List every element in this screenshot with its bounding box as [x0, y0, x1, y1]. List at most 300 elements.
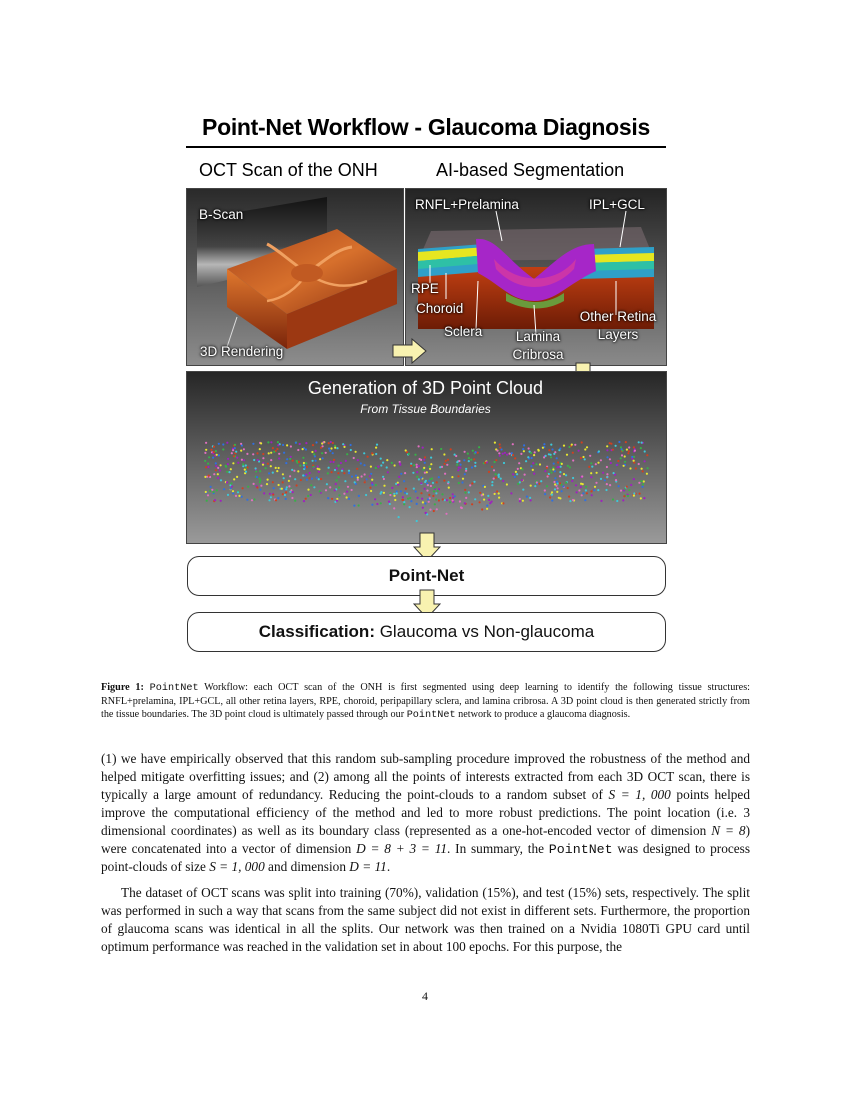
cloud-point [515, 471, 517, 473]
cloud-point [286, 486, 288, 488]
cloud-point [436, 508, 438, 510]
cloud-point [282, 444, 284, 446]
cloud-point [273, 487, 275, 489]
cloud-point [484, 462, 486, 464]
cloud-point [212, 491, 214, 493]
cloud-point [506, 483, 508, 485]
cloud-point [613, 472, 615, 474]
cloud-point [571, 480, 573, 482]
cloud-point [416, 466, 418, 468]
cloud-point [569, 466, 571, 468]
cloud-point [428, 501, 430, 503]
cloud-point [375, 447, 377, 449]
cloud-point [524, 474, 526, 476]
cloud-point [297, 470, 299, 472]
cloud-point [420, 477, 422, 479]
cloud-point [289, 475, 291, 477]
cloud-point [235, 451, 237, 453]
cloud-point [204, 452, 206, 454]
cloud-point [610, 443, 612, 445]
cloud-point [606, 473, 608, 475]
cloud-point [235, 495, 237, 497]
cloud-point [465, 468, 467, 470]
cloud-point [535, 463, 537, 465]
cloud-point [479, 492, 481, 494]
cloud-point [457, 469, 459, 471]
cloud-point [294, 500, 296, 502]
cloud-point [205, 449, 207, 451]
cloud-point [267, 479, 269, 481]
cloud-point [643, 480, 645, 482]
cloud-point [215, 462, 217, 464]
label-lamina-cribrosa: Lamina Cribrosa [512, 329, 564, 362]
cloud-point [410, 500, 412, 502]
cloud-point [429, 509, 431, 511]
point-cloud-subtitle: From Tissue Boundaries [360, 402, 491, 416]
cloud-point [393, 495, 395, 497]
cloud-point [398, 516, 400, 518]
cloud-point [306, 466, 308, 468]
cloud-point [436, 481, 438, 483]
cloud-point [290, 489, 292, 491]
cloud-point [474, 498, 476, 500]
cloud-point [426, 513, 428, 515]
cloud-point [551, 448, 553, 450]
cloud-point [456, 464, 458, 466]
cloud-point [556, 491, 558, 493]
cloud-point [405, 488, 407, 490]
cloud-point [520, 453, 522, 455]
cloud-point [259, 477, 261, 479]
body-paragraph-2: The dataset of OCT scans was split into training (70%), validation (15%), and test (15%) sets, respectively. The split was performed in such a way that scans from the same subject did not exist in different sets. Furthermore, the proportion of glaucoma scans was identical in all the splits. Our network was then trained on a Nvidia 1080Ti GPU card until optimum performance was reached in the validation set in about 100 epochs. For this purpose, the [101, 885, 750, 954]
cloud-point [502, 453, 504, 455]
cloud-point [283, 452, 285, 454]
cloud-point [550, 456, 552, 458]
cloud-point [529, 497, 531, 499]
cloud-point [290, 456, 292, 458]
cloud-point [616, 500, 618, 502]
cloud-point [329, 486, 331, 488]
cloud-point [430, 457, 432, 459]
cloud-point [635, 467, 637, 469]
cloud-point [303, 462, 305, 464]
cloud-point [226, 442, 228, 444]
cloud-point [211, 489, 213, 491]
cloud-point [596, 472, 598, 474]
cloud-point [228, 471, 230, 473]
cloud-point [623, 465, 625, 467]
cloud-point [493, 469, 495, 471]
cloud-point [580, 483, 582, 485]
cloud-point [334, 469, 336, 471]
cloud-point [445, 513, 447, 515]
cloud-point [237, 491, 239, 493]
cloud-point [319, 458, 321, 460]
cloud-point [380, 464, 382, 466]
cloud-point [572, 499, 574, 501]
cloud-point [222, 443, 224, 445]
cloud-point [336, 479, 338, 481]
cloud-point [445, 460, 447, 462]
cloud-point [286, 458, 288, 460]
cloud-point [481, 508, 483, 510]
cloud-point [218, 443, 220, 445]
cloud-point [514, 457, 516, 459]
cloud-point [544, 489, 546, 491]
cloud-point [376, 444, 378, 446]
cloud-point [448, 487, 450, 489]
cloud-point [618, 441, 620, 443]
cloud-point [581, 494, 583, 496]
cloud-point [382, 476, 384, 478]
cloud-point [375, 467, 377, 469]
cloud-point [510, 492, 512, 494]
cloud-point [351, 476, 353, 478]
cloud-point [337, 472, 339, 474]
cloud-point [305, 442, 307, 444]
cloud-point [323, 441, 325, 443]
cloud-point [531, 457, 533, 459]
cloud-point [238, 495, 240, 497]
cloud-point [277, 497, 279, 499]
cloud-point [475, 451, 477, 453]
cloud-point [487, 495, 489, 497]
cloud-point [504, 452, 506, 454]
cloud-point [353, 505, 355, 507]
cloud-point [423, 459, 425, 461]
cloud-point [240, 443, 242, 445]
cloud-point [557, 461, 559, 463]
cloud-point [519, 500, 521, 502]
cloud-point [452, 499, 454, 501]
cloud-point [600, 478, 602, 480]
cloud-point [626, 486, 628, 488]
cloud-point [571, 444, 573, 446]
cloud-point [438, 476, 440, 478]
cloud-point [647, 467, 649, 469]
cloud-point [296, 484, 298, 486]
cloud-point [311, 451, 313, 453]
cloud-point [441, 466, 443, 468]
cloud-point [495, 459, 497, 461]
cloud-point [406, 493, 408, 495]
cloud-point [296, 460, 298, 462]
cloud-point [519, 481, 521, 483]
cloud-point [415, 490, 417, 492]
cloud-point [305, 462, 307, 464]
cloud-point [273, 451, 275, 453]
cloud-point [526, 496, 528, 498]
cloud-point [282, 493, 284, 495]
cloud-point [546, 467, 548, 469]
cloud-point [598, 450, 600, 452]
cloud-point [262, 464, 264, 466]
page-number: 4 [422, 989, 428, 1003]
cloud-point [633, 495, 635, 497]
cloud-point [291, 497, 293, 499]
cloud-point [488, 499, 490, 501]
cloud-point [267, 463, 269, 465]
cloud-point [234, 447, 236, 449]
cloud-point [207, 463, 209, 465]
cloud-point [547, 475, 549, 477]
cloud-point [276, 470, 278, 472]
cloud-point [628, 450, 630, 452]
cloud-point [491, 466, 493, 468]
cloud-point [413, 488, 415, 490]
cloud-point [554, 470, 556, 472]
cloud-point [338, 465, 340, 467]
cloud-point [581, 441, 583, 443]
cloud-point [245, 464, 247, 466]
cloud-point [374, 498, 376, 500]
cloud-point [277, 441, 279, 443]
cloud-point [464, 451, 466, 453]
cloud-point [438, 488, 440, 490]
cloud-point [447, 459, 449, 461]
cloud-point [278, 467, 280, 469]
cloud-point [616, 464, 618, 466]
cloud-point [591, 466, 593, 468]
classification-label: Classification: [258, 622, 375, 641]
p1-math: D = 8 + 3 = 11 [356, 840, 448, 856]
cloud-point [516, 473, 518, 475]
cloud-point [435, 498, 437, 500]
figure-title: Point-Net Workflow - Glaucoma Diagnosis [202, 114, 650, 140]
cloud-point [420, 482, 422, 484]
cloud-point [243, 459, 245, 461]
cloud-point [450, 448, 452, 450]
cloud-point [391, 462, 393, 464]
cloud-point [606, 476, 608, 478]
cloud-point [432, 495, 434, 497]
cloud-point [396, 492, 398, 494]
cloud-point [568, 496, 570, 498]
cloud-point [643, 497, 645, 499]
cloud-point [311, 478, 313, 480]
cloud-point [435, 492, 437, 494]
cloud-point [253, 459, 255, 461]
cloud-point [334, 447, 336, 449]
cloud-point [624, 461, 626, 463]
cloud-point [644, 450, 646, 452]
cloud-point [256, 476, 258, 478]
cloud-point [424, 456, 426, 458]
cloud-point [213, 451, 215, 453]
cloud-point [458, 482, 460, 484]
cloud-point [315, 460, 317, 462]
cloud-point [410, 463, 412, 465]
cloud-point [597, 489, 599, 491]
cloud-point [465, 497, 467, 499]
cloud-point [295, 442, 297, 444]
cloud-point [289, 458, 291, 460]
cloud-point [444, 499, 446, 501]
cloud-point [398, 476, 400, 478]
cloud-point [420, 492, 422, 494]
cloud-point [303, 500, 305, 502]
cloud-point [416, 471, 418, 473]
body-paragraph-1 [101, 750, 750, 876]
cloud-point [588, 466, 590, 468]
cloud-point [305, 448, 307, 450]
cloud-point [354, 481, 356, 483]
cloud-point [604, 479, 606, 481]
cloud-point [639, 493, 641, 495]
cloud-point [486, 505, 488, 507]
cloud-point [523, 450, 525, 452]
cloud-point [336, 467, 338, 469]
cloud-point [646, 473, 648, 475]
cloud-point [209, 490, 211, 492]
cloud-point [625, 441, 627, 443]
cloud-point [530, 452, 532, 454]
cloud-point [365, 478, 367, 480]
cloud-point [443, 453, 445, 455]
cloud-point [517, 483, 519, 485]
cloud-point [226, 481, 228, 483]
cloud-point [227, 458, 229, 460]
cloud-point [550, 444, 552, 446]
cloud-point [231, 452, 233, 454]
cloud-point [338, 476, 340, 478]
cloud-point [461, 481, 463, 483]
cloud-point [605, 489, 607, 491]
cloud-point [572, 459, 574, 461]
cloud-point [486, 508, 488, 510]
cloud-point [394, 499, 396, 501]
cloud-point [434, 503, 436, 505]
cloud-point [386, 466, 388, 468]
cloud-point [559, 448, 561, 450]
cloud-point [391, 487, 393, 489]
cloud-point [584, 499, 586, 501]
cloud-point [633, 492, 635, 494]
cloud-point [288, 485, 290, 487]
cloud-point [459, 467, 461, 469]
cloud-point [500, 478, 502, 480]
cloud-point [414, 454, 416, 456]
cloud-point [538, 483, 540, 485]
cloud-point [293, 470, 295, 472]
cloud-point [285, 488, 287, 490]
caption-text-1: Workflow: each OCT scan of the ONH is first segmented using deep learning to identify the following tissue structures: RNFL+prelamina, IPL+GCL, all other retina layers, RPE, choroid, peripapillary sclera, and lamina cribrosa. A 3D point cloud is then generated strictly from the tissue boundaries. The 3D point cloud is ultimately passed through our [101, 682, 750, 721]
cloud-point [452, 497, 454, 499]
cloud-point [312, 466, 314, 468]
cloud-point [576, 491, 578, 493]
cloud-point [351, 489, 353, 491]
cloud-point [369, 487, 371, 489]
cloud-point [382, 462, 384, 464]
cloud-point [278, 453, 280, 455]
cloud-point [582, 456, 584, 458]
cloud-point [276, 448, 278, 450]
cloud-point [584, 448, 586, 450]
cloud-point [546, 485, 548, 487]
cloud-point [371, 479, 373, 481]
cloud-point [270, 441, 272, 443]
cloud-point [433, 510, 435, 512]
cloud-point [341, 470, 343, 472]
cloud-point [329, 450, 331, 452]
cloud-point [344, 480, 346, 482]
cloud-point [220, 464, 222, 466]
cloud-point [332, 452, 334, 454]
cloud-point [578, 450, 580, 452]
cloud-point [393, 507, 395, 509]
cloud-point [527, 456, 529, 458]
cloud-point [565, 482, 567, 484]
cloud-point [552, 468, 554, 470]
cloud-point [554, 477, 556, 479]
cloud-point [294, 478, 296, 480]
cloud-point [236, 476, 238, 478]
cloud-point [512, 473, 514, 475]
cloud-point [441, 493, 443, 495]
cloud-point [336, 447, 338, 449]
cloud-point [386, 459, 388, 461]
cloud-point [327, 472, 329, 474]
cloud-point [326, 483, 328, 485]
cloud-point [376, 503, 378, 505]
cloud-point [477, 452, 479, 454]
cloud-point [530, 465, 532, 467]
cloud-point [356, 468, 358, 470]
cloud-point [363, 464, 365, 466]
cloud-point [525, 460, 527, 462]
cloud-point [370, 490, 372, 492]
cloud-point [572, 477, 574, 479]
cloud-point [243, 448, 245, 450]
cloud-point [503, 462, 505, 464]
cloud-point [473, 458, 475, 460]
cloud-point [422, 507, 424, 509]
cloud-point [506, 454, 508, 456]
cloud-point [367, 456, 369, 458]
cloud-point [302, 474, 304, 476]
cloud-point [409, 506, 411, 508]
cloud-point [256, 486, 258, 488]
cloud-point [449, 497, 451, 499]
cloud-point [609, 484, 611, 486]
p1-math: S = 1, 000 [209, 859, 265, 875]
cloud-point [559, 497, 561, 499]
cloud-point [207, 466, 209, 468]
cloud-point [539, 463, 541, 465]
cloud-point [204, 476, 206, 478]
cloud-point [463, 459, 465, 461]
cloud-point [522, 489, 524, 491]
p1-text: was designed to process point-clouds of size [101, 840, 750, 875]
cloud-point [468, 460, 470, 462]
cloud-point [467, 453, 469, 455]
cloud-point [213, 446, 215, 448]
cloud-point [252, 443, 254, 445]
p1-text: and dimension [264, 859, 350, 875]
cloud-point [205, 491, 207, 493]
cloud-point [418, 478, 420, 480]
cloud-point [343, 472, 345, 474]
cloud-point [371, 504, 373, 506]
cloud-point [232, 490, 234, 492]
cloud-point [393, 493, 395, 495]
cloud-point [265, 467, 267, 469]
cloud-point [226, 471, 228, 473]
label-ipl-gcl: IPL+GCL [589, 197, 645, 212]
cloud-point [533, 454, 535, 456]
cloud-point [537, 449, 539, 451]
cloud-point [500, 448, 502, 450]
